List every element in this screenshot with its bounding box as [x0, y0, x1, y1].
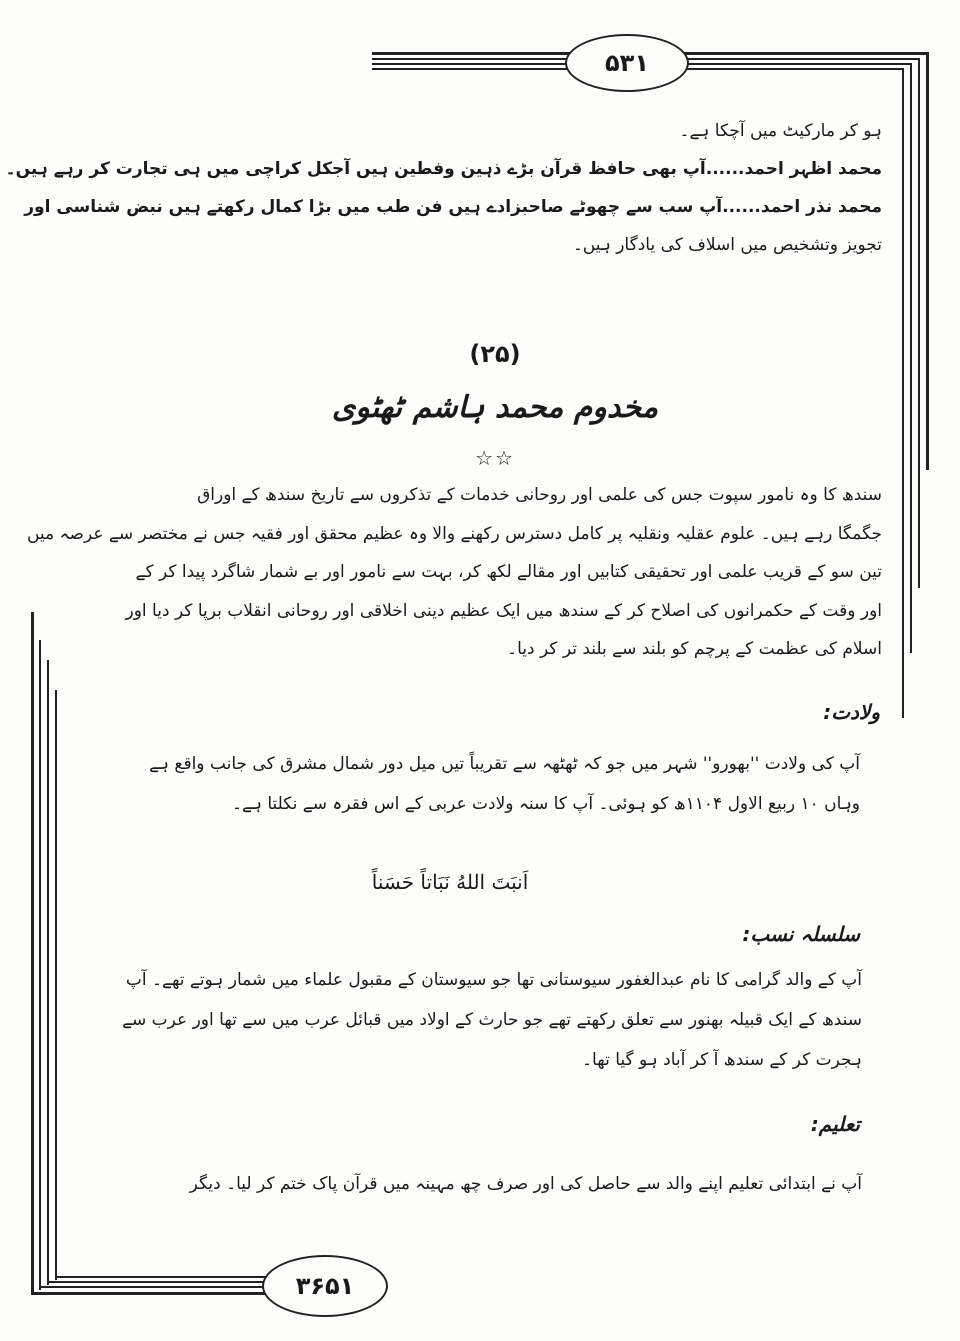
text-line: ہو کر مارکیٹ میں آچکا ہے۔ — [679, 121, 882, 141]
text-line: وہاں ۱۰ ربیع الاول ۱۱۰۴ھ کو ہوئی۔ آپ کا سنہ ولادت عربی کے اس فقرہ سے نکلتا ہے۔ — [232, 794, 860, 814]
section-stars: ☆☆ — [475, 446, 515, 470]
bottom-border-line-1 — [31, 1292, 271, 1295]
left-border-line-3 — [47, 660, 49, 1285]
left-border-line-1 — [31, 612, 34, 1294]
text-line: تین سو کے قریب علمی اور تحقیقی کتابیں اور مقالے لکھ کر، بہت سے نامور اور بے شمار شاگرد پیدا کر کے — [135, 562, 882, 582]
text-line: آپ کے والد گرامی کا نام عبدالغفور سیوستانی تھا جو سیوستان کے مقبول علماء میں شمار ہوتے تھے۔ آپ — [125, 970, 862, 990]
birth-paragraph — [100, 744, 860, 824]
text-line: ہجرت کر کے سندھ آ کر آباد ہو گیا تھا۔ — [582, 1050, 862, 1070]
bottom-border-line-3 — [47, 1281, 271, 1283]
text-line: اسلام کی عظمت کے پرچم کو بلند سے بلند تر کر دیا۔ — [507, 639, 882, 659]
lineage-paragraph — [100, 960, 862, 1080]
text-line: جگمگا رہے ہیں۔ علوم عقلیہ ونقلیہ پر کامل دسترس رکھنے والا وہ عظیم محقق اور فقیہ جس نے مختصر سے عرصہ میں — [26, 523, 882, 544]
page-number-top: ۵۳۱ — [565, 34, 689, 92]
text-line: آپ نے ابتدائی تعلیم اپنے والد سے حاصل کی اور صرف چھ مہینہ میں قرآن پاک ختم کر لیا۔ دیگر — [189, 1174, 862, 1194]
section-number: (۲۵) — [469, 340, 521, 368]
intro-paragraph — [26, 476, 882, 669]
section-title: مخدوم محمد ہاشم ٹھٹوی — [331, 390, 659, 425]
left-border-line-4 — [55, 690, 57, 1280]
bottom-border-line-2 — [39, 1286, 271, 1288]
text-line: آپ کی ولادت ''بھورو'' شہر میں جو کہ ٹھٹھہ سے تقریباً تیں میل دور شمال مشرق کی جانب واقع ہے — [149, 754, 860, 774]
text-line: اور وقت کے حکمرانوں کی اصلاح کر کے سندھ میں ایک عظیم دینی اخلاقی اور روحانی انقلاب برپا کر دیا اور — [125, 600, 882, 621]
text-line: سندھ کا وہ نامور سپوت جس کی علمی اور روحانی خدمات کے تذکروں سے تاریخ سندھ کے اوراق — [197, 485, 882, 505]
bottom-border-line-4 — [55, 1276, 271, 1278]
education-heading: تعلیم: — [810, 1112, 860, 1136]
page-number-bottom: ۳۶۵۱ — [262, 1255, 388, 1317]
left-border-line-2 — [39, 640, 41, 1290]
top-section — [5, 112, 882, 264]
birth-heading: ولادت: — [823, 700, 880, 724]
text-line: محمد نذر احمد......آپ سب سے چھوٹے صاحبزادے ہیں فن طب میں بڑا کمال رکھتے ہیں نبض شناسی اور — [24, 197, 882, 217]
arabic-phrase: اَنبَتَ اللهُ نَبَاتاً حَسَناً — [371, 870, 529, 894]
lineage-heading: سلسلہ نسب: — [742, 922, 860, 946]
text-line: سندھ کے ایک قبیلہ بھنور سے تعلق رکھتے تھے جو حارث کے اولاد میں قبائل عرب میں سے تھا اور عرب سے — [122, 1010, 862, 1030]
right-border-line-2 — [918, 58, 920, 588]
text-line: تجویز وتشخیص میں اسلاف کی یادگار ہیں۔ — [572, 235, 882, 255]
education-paragraph — [100, 1164, 862, 1204]
text-line: محمد اظہر احمد......آپ بھی حافظ قرآن بڑے ذہین وفطین ہیں آجکل کراچی میں ہی تجارت کر رہے ہیں۔ — [5, 159, 882, 179]
